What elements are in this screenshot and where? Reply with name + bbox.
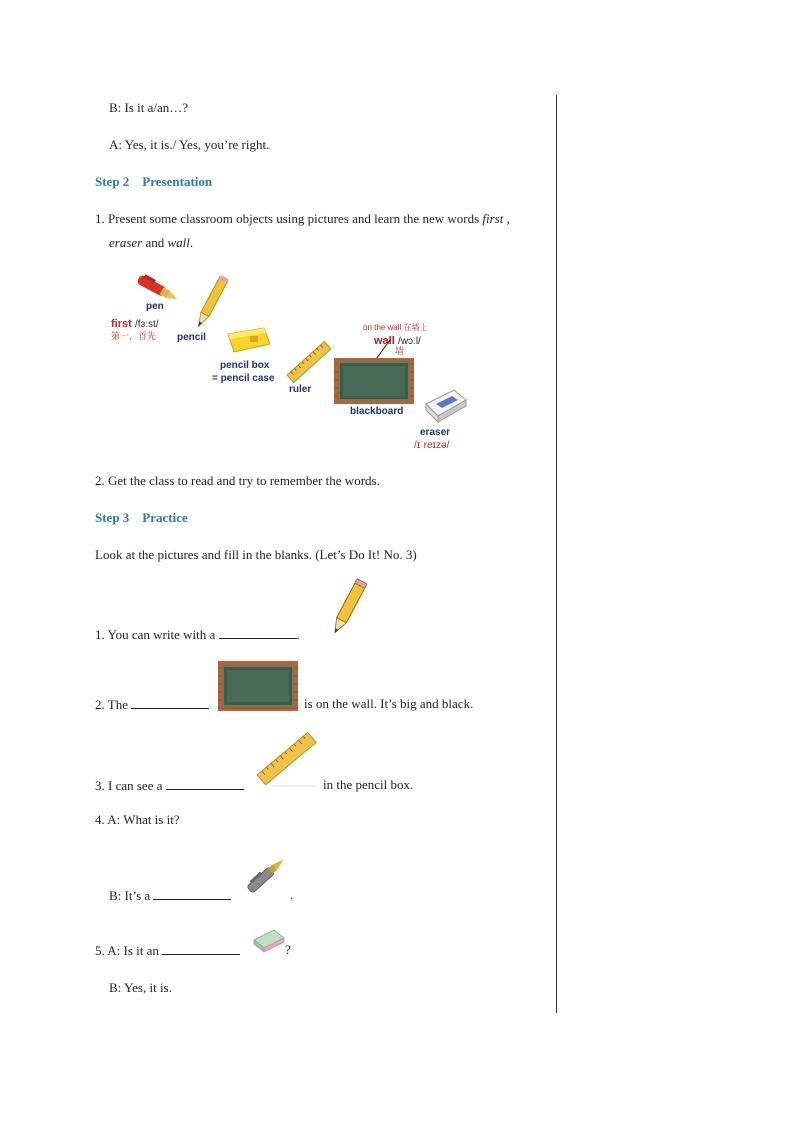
question-4-b: B: It’s a xyxy=(109,887,231,904)
pen-icon xyxy=(242,850,292,900)
item1-end: . xyxy=(189,235,194,250)
question-4-end: . xyxy=(290,887,294,902)
item1-text: 1. Present some classroom objects using pictures and learn the new words xyxy=(95,211,483,226)
answer-blank-1[interactable] xyxy=(219,626,297,639)
eraser-icon xyxy=(252,928,286,954)
item1-and: and xyxy=(142,235,168,250)
label-eraser: eraser xyxy=(420,427,451,438)
label-pen: pen xyxy=(146,301,164,312)
label-wall: wall /wɔːl/ xyxy=(374,335,421,347)
question-5-a: 5. A: Is it an xyxy=(95,942,240,959)
question-2-rest: is on the wall. It’s big and black. xyxy=(304,696,474,711)
step2-item1-line2 xyxy=(109,235,193,251)
label-on-the-wall: on the wall 在墙上 xyxy=(363,323,428,332)
label-ruler: ruler xyxy=(289,384,312,395)
label-blackboard: blackboard xyxy=(350,406,404,417)
label-eraser-phon: /ɪˈreɪzə/ xyxy=(414,440,450,451)
label-pencil-box: pencil box xyxy=(220,360,270,371)
answer-blank-4[interactable] xyxy=(153,887,231,900)
label-wall-cn: 墙 xyxy=(395,346,405,356)
blackboard-icon xyxy=(218,661,298,711)
label-first-cn: 第一，首先 xyxy=(111,331,157,341)
pencil-icon xyxy=(194,274,228,334)
word-eraser: eraser xyxy=(109,235,143,250)
step3-heading: Step 3 Practice xyxy=(95,510,188,525)
answer-blank-3[interactable] xyxy=(166,777,244,790)
eraser-icon xyxy=(422,386,468,424)
word-wall: wall xyxy=(167,235,190,250)
step2-heading: Step 2 Presentation xyxy=(95,174,213,189)
blackboard-icon xyxy=(334,358,414,404)
vocab-figure xyxy=(108,268,478,458)
ruler-icon xyxy=(284,340,334,384)
dialogue-a-line: A: Yes, it is./ Yes, you’re right. xyxy=(109,137,270,152)
pencil-icon xyxy=(328,578,368,640)
question-5-b: B: Yes, it is. xyxy=(109,980,172,995)
dialogue-b-line: B: Is it a/an…? xyxy=(109,100,189,115)
question-3-rest: in the pencil box. xyxy=(323,777,414,792)
question-4-a: 4. A: What is it? xyxy=(95,812,180,827)
question-2: 2. The xyxy=(95,696,209,713)
margin-line xyxy=(556,95,557,1013)
item1-comma: , xyxy=(503,211,510,226)
label-first: first /fɜːst/ xyxy=(111,318,159,330)
step2-item1-line1 xyxy=(95,211,510,227)
label-pencil-case: = pencil case xyxy=(212,373,275,384)
ruler-icon xyxy=(254,730,320,788)
question-1: 1. You can write with a . xyxy=(95,627,300,642)
word-first: first xyxy=(482,211,504,226)
pencil-box-icon xyxy=(224,324,272,358)
question-3: 3. I can see a xyxy=(95,777,244,794)
question-5-end: ? xyxy=(285,942,291,957)
label-pencil: pencil xyxy=(177,332,206,343)
step2-item2: 2. Get the class to read and try to remember the words. xyxy=(95,473,380,488)
step3-instruction: Look at the pictures and fill in the blanks. (Let’s Do It! No. 3) xyxy=(95,547,417,562)
answer-blank-2[interactable] xyxy=(131,696,209,709)
answer-blank-5[interactable] xyxy=(162,942,240,955)
